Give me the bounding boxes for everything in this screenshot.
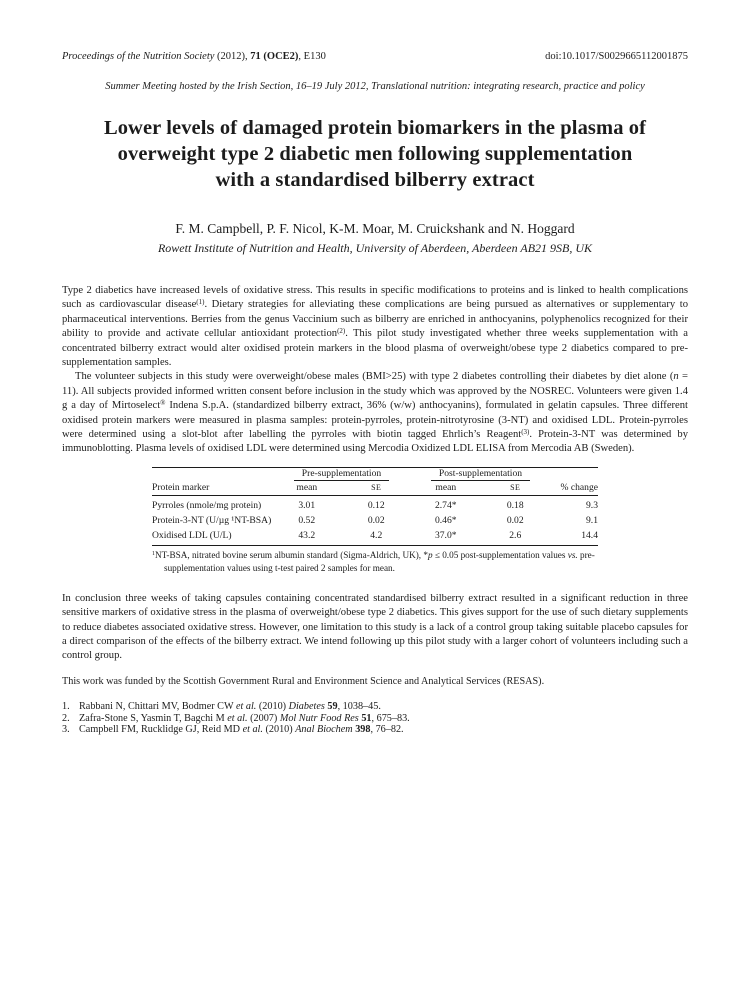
reference-list	[62, 701, 688, 736]
title-line-2: overweight type 2 diabetic men following supplementation	[117, 143, 633, 165]
table-row: Protein-3-NT (U/µg ¹NT-BSA) 0.52 0.02 0.46* 0.02 9.1	[152, 514, 598, 526]
paragraph-methods: The volunteer subjects in this study were overweight/obese males (BMI>25) with type 2 diabetes controlling their diabetes by diet alone (n = 11). All subjects provided informed written consent before inclusion in the study which was approved by the NOSREC. Volunteers were given 1.4 g a day of Mirtoselect® Indena S.p.A. (standardized bilberry extract, 36% (w/w) anthocyanins), formulated in gelatin capsules. Three different oxidised protein markers were measured in plasma samples: protein-pyrroles, protein-nitrotyrosine (3-NT) and oxidised LDL. Protein-pyrroles were determined using a slot-blot after labelling the pyrroles with biotin tagged Ehrlich’s Reagent$^{(3)}$. Protein-3-NT was determined by immunoblotting. Plasma levels of oxidised LDL were determined using Mercodia Oxidized LDL ELISA from Mercodia AB (Sweden).	[62, 371, 688, 455]
meeting-line: Summer Meeting hosted by the Irish Section, 16–19 July 2012, Translational nutrition: integrating research, practice and policy	[105, 81, 645, 92]
col-post-mean: mean	[411, 481, 481, 496]
table-header-row	[152, 481, 598, 496]
table-footnote: $^1$NT-BSA, nitrated bovine serum albumin standard (Sigma-Aldrich, UK), *p ≤ 0.05 post-supplementation values vs. pre-supplementation values using t-test paired 2 samples for mean.	[152, 549, 595, 574]
col-pre-mean: mean	[272, 481, 342, 496]
results-table	[152, 467, 598, 546]
page-header	[62, 50, 688, 63]
reference-item: 3. Campbell FM, Rucklidge GJ, Reid MD et al. (2010) Anal Biochem 398, 76–82.	[62, 724, 404, 736]
col-protein-marker: Protein marker	[152, 481, 272, 496]
funding-statement: This work was funded by the Scottish Government Rural and Environment Science and Analytical Services (RESAS).	[62, 675, 545, 687]
table-row: Pyrroles (nmole/mg protein) 3.01 0.12 2.74* 0.18 9.3	[152, 499, 598, 511]
post-supplementation-group-header: Post-supplementation	[431, 468, 530, 481]
paragraph-background: Type 2 diabetics have increased levels of oxidative stress. This results in specific modifications to proteins and is linked to health complications such as cardiovascular disease$^{(1)}$. Dietary strategies for alleviating these complications are being pursued as alternatives or supplementary to pharmaceutical interventions. Berries from the genus Vaccinium such as bilberry are enriched in anthocyanins, polyphenolics recognized for their ability to provide and activate cellular antioxidant protection$^{(2)}$. This pilot study investigated whether three weeks supplementation with a concentrated bilberry extract would alter oxidised protein markers in the blood plasma of overweight/obese type 2 diabetics compared to pre-supplementation samples.	[62, 285, 689, 369]
table-row: Oxidised LDL (U/L) 43.2 4.2 37.0* 2.6 14.4	[152, 528, 598, 546]
col-pre-se: SE	[342, 481, 412, 496]
title-line-3: with a standardised bilberry extract	[215, 169, 535, 191]
col-post-se: SE	[481, 481, 551, 496]
article-title	[62, 115, 688, 193]
reference-item: 1. Rabbani N, Chittari MV, Bodmer CW et al. (2010) Diabetes 59, 1038–45.	[62, 700, 381, 712]
author-list: F. M. Campbell, P. F. Nicol, K-M. Moar, M. Cruickshank and N. Hoggard	[175, 221, 575, 236]
results-table-body	[152, 495, 598, 545]
paragraph-conclusion: In conclusion three weeks of taking capsules containing concentrated standardised bilberry extract resulted in a significant reduction in three sensitive markers of oxidative stress in the plasma of overweight/obese type 2 diabetics. This gives support for the use of such dietary supplements to reduce diabetes associated oxidative stress. However, one limitation to this study is a lack of a control group taking suitable placebo capsules for a direct comparison of the effects of the bilberry extract. We intend following up this pilot study with a larger cohort of volunteers including such a control group.	[62, 592, 688, 662]
col-percent-change: % change	[550, 481, 598, 496]
title-line-1: Lower levels of damaged protein biomarkers in the plasma of	[103, 117, 647, 139]
abstract-body	[62, 284, 688, 457]
doi-text: doi:10.1017/S0029665112001875	[545, 51, 688, 62]
affiliation: Rowett Institute of Nutrition and Health, University of Aberdeen, Aberdeen AB21 9SB, UK	[157, 241, 593, 255]
group-header-post-cell	[411, 467, 550, 481]
group-header-spacer-left	[152, 467, 272, 481]
pre-supplementation-group-header: Pre-supplementation	[294, 468, 389, 481]
table-group-header-row	[152, 467, 598, 481]
group-header-spacer-right	[550, 467, 598, 481]
group-header-pre-cell	[272, 467, 411, 481]
reference-item: 2. Zafra-Stone S, Yasmin T, Bagchi M et al. (2007) Mol Nutr Food Res 51, 675–83.	[62, 712, 410, 724]
results-table-section	[152, 467, 598, 575]
journal-citation: Proceedings of the Nutrition Society (2012), 71 (OCE2), E130	[62, 51, 326, 62]
